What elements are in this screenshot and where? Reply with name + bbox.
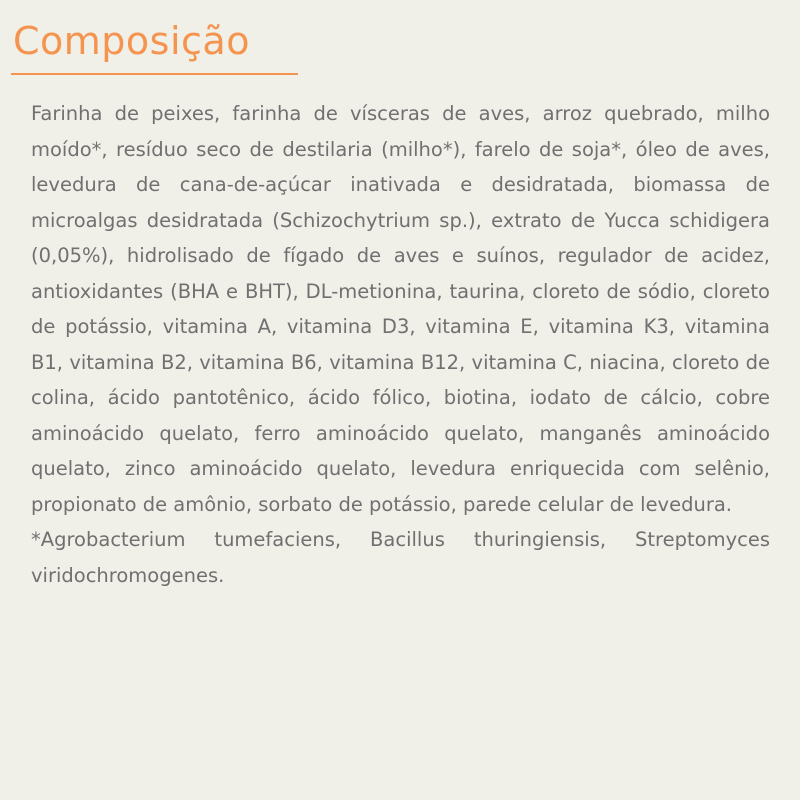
composition-section — [31, 96, 770, 593]
ingredients-paragraph: Farinha de peixes, farinha de vísceras de aves, arroz quebrado, milho moído*, resíduo seco de destilaria (milho*), farelo de soja*, óleo de aves, levedura de cana-de-açúcar inativada e desidratada, biomassa de microalgas desidratada (Schizochytrium sp.), extrato de Yucca schidigera (0,05%), hidrolisado de fígado de aves e suínos, regulador de acidez, antioxidantes (BHA e BHT), DL-metionina, taurina, cloreto de sódio, cloreto de potássio, vitamina A, vitamina D3, vitamina E, vitamina K3, vitamina B1, vitamina B2, vitamina B6, vitamina B12, vitamina C, niacina, cloreto de colina, ácido pantotênico, ácido fólico, biotina, iodato de cálcio, cobre aminoácido quelato, ferro aminoácido quelato, manganês aminoácido quelato, zinco aminoácido quelato, levedura enriquecida com selênio, propionato de amônio, sorbato de potássio, parede celular de levedura. — [31, 102, 770, 516]
gmo-footnote: *Agrobacterium tumefaciens, Bacillus thuringiensis, Streptomyces viridochromogenes. — [31, 528, 770, 587]
page-title: Composição — [13, 19, 250, 63]
title-underline-divider — [11, 73, 298, 75]
